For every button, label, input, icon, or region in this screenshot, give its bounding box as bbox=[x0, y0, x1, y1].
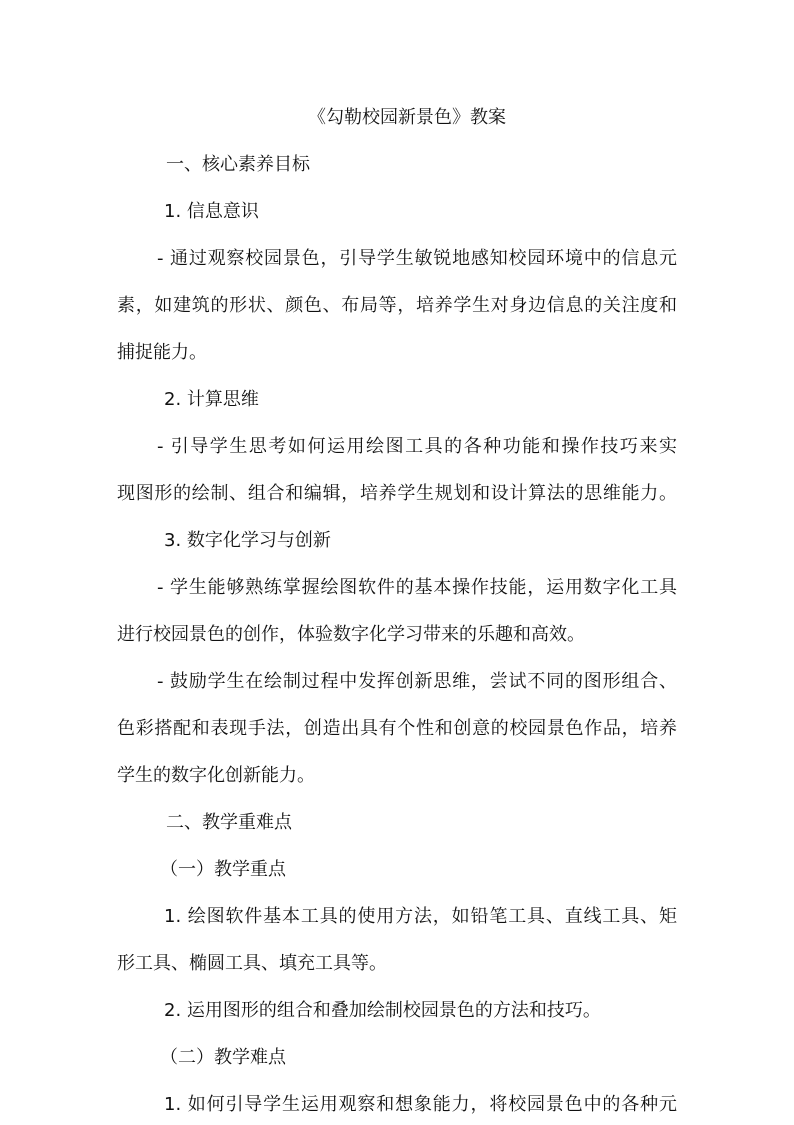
document-title: 《勾勒校园新景色》教案 bbox=[308, 107, 506, 128]
document-body bbox=[117, 145, 677, 1125]
text-line: 进行校园景色的创作，体验数字化学习带来的乐趣和高效。 bbox=[117, 624, 585, 645]
text-line: 3. 数字化学习与创新 bbox=[164, 530, 331, 551]
text-line: 二、教学重难点 bbox=[166, 812, 292, 833]
text-line: 2. 计算思维 bbox=[164, 389, 259, 410]
text-line: 形工具、椭圆工具、填充工具等。 bbox=[117, 953, 387, 974]
text-line: - 学生能够熟练掌握绘图软件的基本操作技能，运用数字化工具 bbox=[157, 577, 677, 598]
text-line: 现图形的绘制、组合和编辑，培养学生规划和设计算法的思维能力。 bbox=[117, 483, 677, 504]
text-line: 一、核心素养目标 bbox=[166, 154, 310, 175]
text-line: 学生的数字化创新能力。 bbox=[117, 765, 315, 786]
text-line: 2. 运用图形的组合和叠加绘制校园景色的方法和技巧。 bbox=[164, 1000, 601, 1021]
text-line: - 鼓励学生在绘制过程中发挥创新思维，尝试不同的图形组合、 bbox=[157, 671, 677, 692]
text-line: 捕捉能力。 bbox=[117, 342, 207, 363]
text-line: 1. 如何引导学生运用观察和想象能力，将校园景色中的各种元 bbox=[164, 1094, 677, 1115]
text-line: - 通过观察校园景色，引导学生敏锐地感知校园环境中的信息元 bbox=[157, 248, 677, 269]
text-line: 1. 绘图软件基本工具的使用方法，如铅笔工具、直线工具、矩 bbox=[164, 906, 677, 927]
text-line: （二）教学难点 bbox=[160, 1047, 286, 1068]
text-line: - 引导学生思考如何运用绘图工具的各种功能和操作技巧来实 bbox=[157, 436, 677, 457]
text-line: 色彩搭配和表现手法，创造出具有个性和创意的校园景色作品，培养 bbox=[117, 718, 677, 739]
text-line: （一）教学重点 bbox=[160, 859, 286, 880]
text-line: 1. 信息意识 bbox=[164, 201, 259, 222]
text-line: 素，如建筑的形状、颜色、布局等，培养学生对身边信息的关注度和 bbox=[117, 295, 677, 316]
